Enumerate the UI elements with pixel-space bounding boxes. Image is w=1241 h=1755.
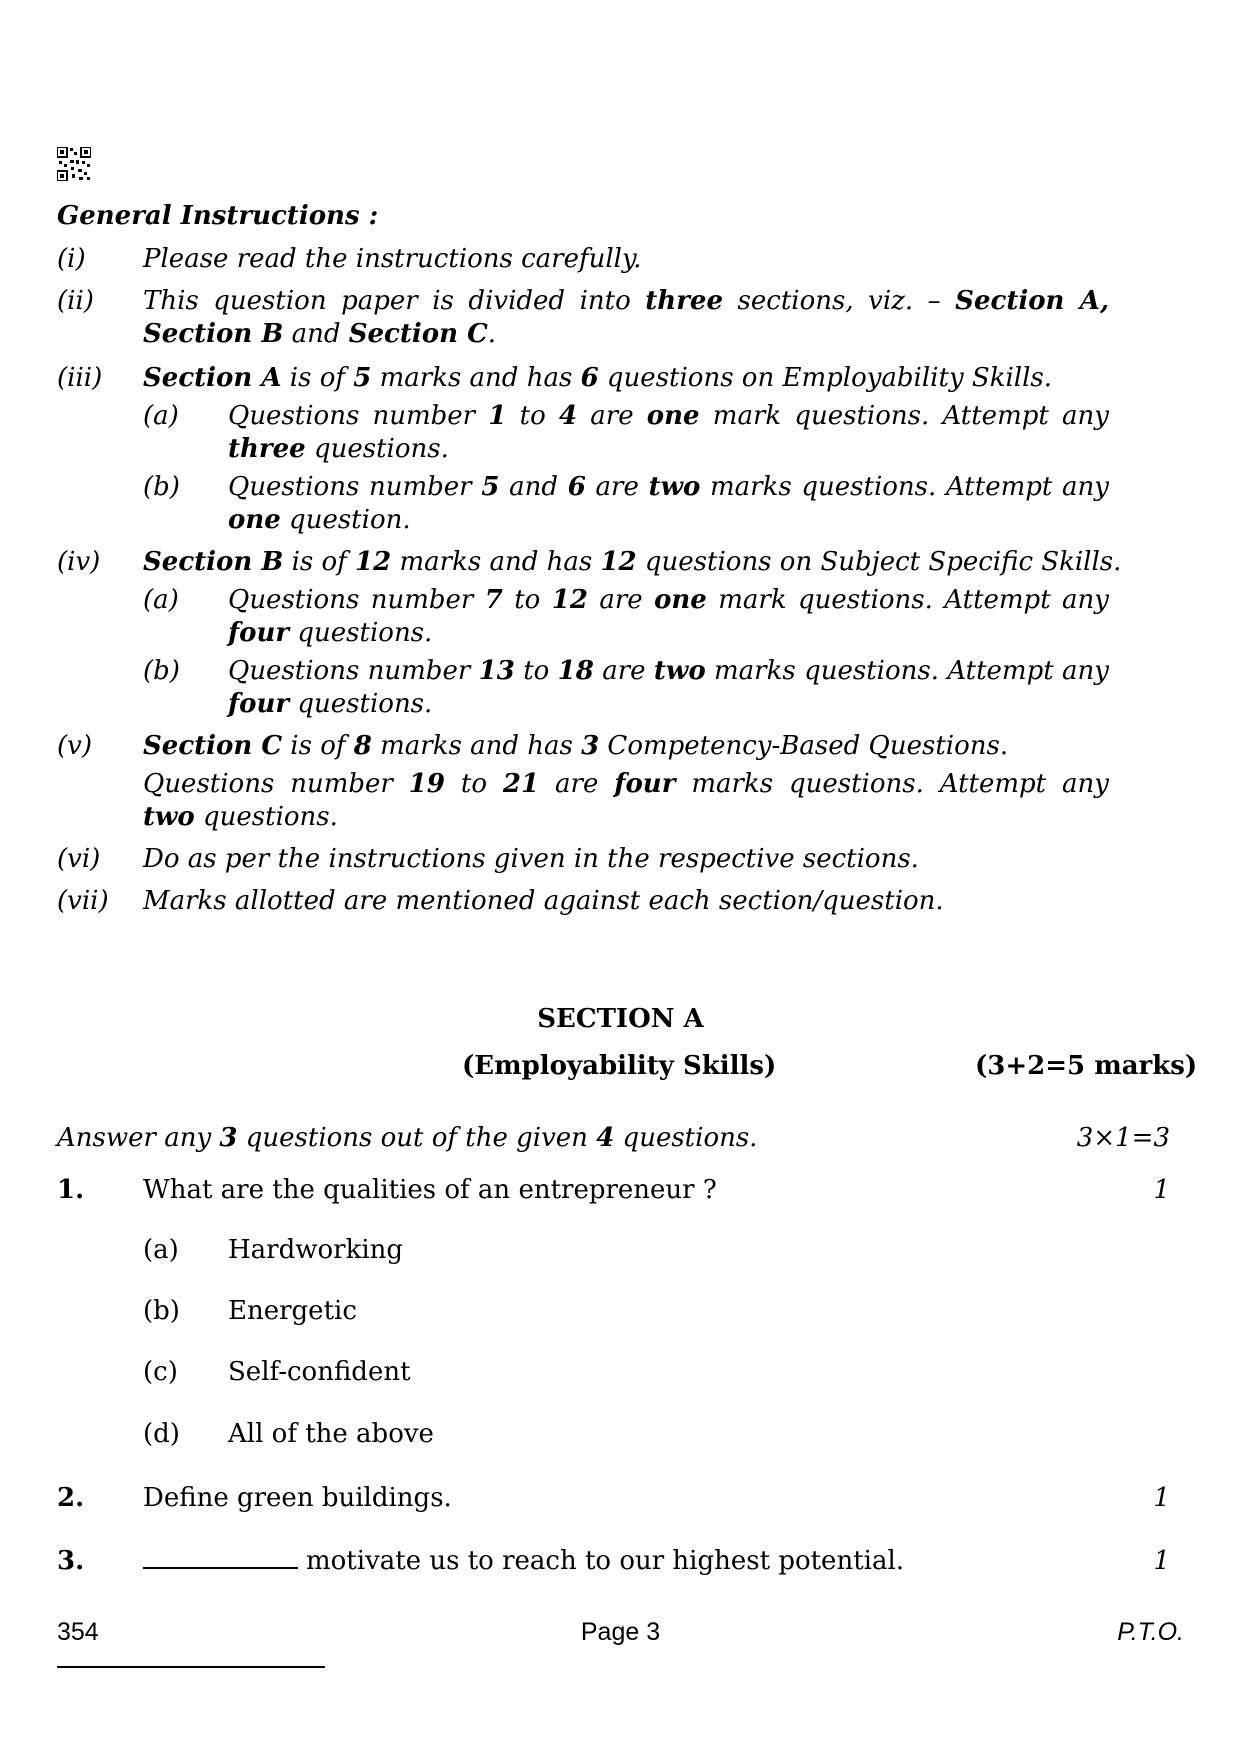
sub-instruction-text: Questions number 1 to 4 are one mark questions. Attempt any <box>228 401 1109 431</box>
option-label: (b) <box>143 1296 180 1326</box>
instruction-text-continued: Section B and Section C. <box>143 319 497 349</box>
instruction-text: Section C is of 8 marks and has 3 Competency-Based Questions. <box>143 731 1009 761</box>
qr-code-icon <box>57 147 91 181</box>
instruction-text: Section A is of 5 marks and has 6 questions on Employability Skills. <box>143 363 1053 393</box>
instruction-number: (vi) <box>57 844 101 874</box>
question-marks: 1 <box>1153 1483 1170 1513</box>
page-number: Page 3 <box>580 1618 661 1646</box>
answer-blank <box>143 1545 298 1569</box>
sub-instruction-text-continued: four questions. <box>228 689 433 719</box>
question-marks: 1 <box>1153 1546 1170 1576</box>
sub-instruction-number: (a) <box>143 401 179 431</box>
question-number: 1. <box>57 1175 85 1205</box>
sub-instruction-text: Questions number 19 to 21 are four marks questions. Attempt any <box>143 769 1109 799</box>
section-marks: (3+2=5 marks) <box>975 1051 1198 1081</box>
option-label: (a) <box>143 1235 179 1265</box>
instruction-number: (iv) <box>57 547 101 577</box>
question-marks: 1 <box>1153 1175 1170 1205</box>
instruction-number: (i) <box>57 244 86 274</box>
section-instruction-marks: 3×1=3 <box>1076 1123 1170 1153</box>
instruction-text: Marks allotted are mentioned against each section/question. <box>143 886 944 916</box>
sub-instruction-text-continued: three questions. <box>228 434 449 464</box>
paper-code: 354 <box>57 1618 99 1646</box>
section-title: SECTION A <box>537 1004 704 1034</box>
instruction-text: This question paper is divided into three sections, viz. – Section A, <box>143 286 1109 316</box>
sub-instruction-number: (b) <box>143 472 180 502</box>
option-text: Self-confident <box>228 1357 411 1387</box>
instruction-number: (ii) <box>57 286 94 316</box>
question-text: Define green buildings. <box>143 1483 452 1513</box>
sub-instruction-text: Questions number 13 to 18 are two marks questions. Attempt any <box>228 656 1109 686</box>
instruction-number: (iii) <box>57 363 103 393</box>
instruction-number: (vii) <box>57 886 109 916</box>
sub-instruction-number: (a) <box>143 585 179 615</box>
sub-instruction-text: Questions number 5 and 6 are two marks questions. Attempt any <box>228 472 1109 502</box>
instruction-number: (v) <box>57 731 92 761</box>
sub-instruction-text-continued: two questions. <box>143 802 338 832</box>
question-text: What are the qualities of an entrepreneur ? <box>143 1175 717 1205</box>
question-number: 2. <box>57 1483 85 1513</box>
section-subtitle: (Employability Skills) <box>462 1051 777 1081</box>
instruction-text: Section B is of 12 marks and has 12 questions on Subject Specific Skills. <box>143 547 1122 577</box>
sub-instruction-number: (b) <box>143 656 180 686</box>
option-label: (c) <box>143 1357 178 1387</box>
sub-instruction-text: Questions number 7 to 12 are one mark questions. Attempt any <box>228 585 1109 615</box>
question-text: motivate us to reach to our highest potential. <box>306 1546 905 1576</box>
sub-instruction-text-continued: four questions. <box>228 618 433 648</box>
section-instruction: Answer any 3 questions out of the given 4 questions. <box>57 1123 758 1153</box>
instruction-text: Do as per the instructions given in the respective sections. <box>143 844 919 874</box>
footer-rule <box>57 1666 325 1668</box>
question-line <box>143 1545 904 1578</box>
question-number: 3. <box>57 1546 85 1576</box>
option-text: All of the above <box>228 1419 434 1449</box>
instruction-text: Please read the instructions carefully. <box>143 244 642 274</box>
option-text: Hardworking <box>228 1235 404 1265</box>
pto-label: P.T.O. <box>1117 1618 1184 1646</box>
sub-instruction-text-continued: one question. <box>228 505 411 535</box>
option-label: (d) <box>143 1419 180 1449</box>
option-text: Energetic <box>228 1296 357 1326</box>
general-instructions-title: General Instructions : <box>57 201 379 231</box>
